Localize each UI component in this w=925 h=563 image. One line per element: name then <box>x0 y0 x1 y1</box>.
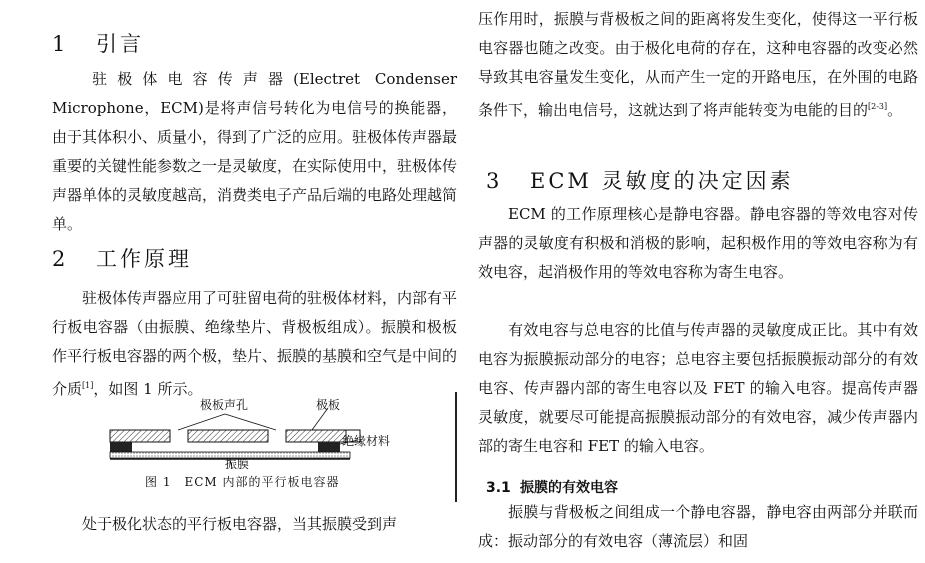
subsection-3-1-heading <box>486 477 618 497</box>
polarization-text: 处于极化状态的平行板电容器，当其振膜受到声 <box>82 515 398 533</box>
back-plate-middle <box>188 430 268 442</box>
subsection-3-1-number: 3.1 <box>486 480 511 496</box>
intro-paragraph <box>52 65 457 239</box>
ecm-core-paragraph <box>478 200 918 287</box>
principle-text: 驻极体传声器应用了可驻留电荷的驻极体材料，内部有平行板电容器（由振膜、绝缘垫片、背极板组成）。振膜和极板作平行板电容器的两个极，垫片、振膜的基膜和空气是中间的介质 <box>52 289 458 398</box>
leader-holes-2 <box>225 414 276 430</box>
continuation-paragraph <box>478 5 918 125</box>
spacer-left <box>110 442 132 452</box>
section-3-number: 3 <box>486 169 503 193</box>
back-plate-right <box>286 430 346 442</box>
section-2-number: 2 <box>52 247 69 271</box>
continuation-text: 压作用时，振膜与背极板之间的距离将发生变化，使得这一平行板电容器也随之改变。由于极化电荷的存在，这种电容器的改变必然导致其电容量发生变化，从而产生一定的开路电压，在外围的电路条件下，输出电信号，这就达到了将声能转变为电能的目的 <box>478 10 918 119</box>
section-2-title: 工作原理 <box>96 247 192 271</box>
capacitance-text: 有效电容与总电容的比值与传声器的灵敏度成正比。其中有效电容为振膜振动部分的电容；总电容主要包括振膜振动部分的有效电容、传声器内部的寄生电容以及 FET 的输入电容。提高传声器灵敏度，就要尽可能提高振膜振动部分的有效电容，减少传声器内部的寄生电容和 FET 的输入电容。 <box>478 321 918 455</box>
citation-2-3: [2-3] <box>868 102 888 111</box>
ecm-core-text: ECM 的工作原理核心是静电容器。静电容器的等效电容对传声器的灵敏度有积极和消极的影响，起积极作用的等效电容称为有效电容，起消极作用的等效电容称为寄生电容。 <box>478 205 918 281</box>
principle-tail: ，如图 1 所示。 <box>93 380 203 398</box>
back-plate-left <box>110 430 170 442</box>
diaphragm-paragraph <box>478 498 918 556</box>
section-1-number: 1 <box>52 32 69 56</box>
section-1-heading <box>52 28 144 58</box>
capacitance-paragraph <box>478 316 918 461</box>
section-3-heading <box>486 165 794 195</box>
section-1-title: 引言 <box>96 32 144 56</box>
subsection-3-1-title: 振膜的有效电容 <box>520 480 618 496</box>
leader-holes-1 <box>178 414 225 430</box>
intro-text: 驻极体电容传声器(Electret Condenser Microphone，ECM)是将声信号转化为电信号的换能器，由于其体积小、质量小，得到了广泛的应用。驻极体传声器最重要的关键性能参数之一是灵敏度，在实际使用中，驻极体传声器单体的灵敏度越高，消费类电子产品后端的电路处理越简单。 <box>52 70 458 233</box>
spacer-right <box>318 442 340 452</box>
label-insulator: 绝缘材料 <box>342 434 391 448</box>
label-plate: 极板 <box>316 398 341 412</box>
section-2-heading <box>52 243 192 273</box>
principle-paragraph <box>52 284 457 404</box>
section-3-title: ECM 灵敏度的决定因素 <box>530 169 794 193</box>
continuation-tail: 。 <box>887 101 903 119</box>
polarization-paragraph <box>52 510 457 539</box>
diaphragm-text: 振膜与背极板之间组成一个静电容器，静电容由两部分并联而成：振动部分的有效电容（薄流层）和固 <box>478 503 918 550</box>
label-diaphragm: 振膜 <box>225 457 250 471</box>
figure-border <box>455 392 457 502</box>
citation-1: [1] <box>82 381 94 390</box>
label-plate-holes: 极板声孔 <box>200 398 249 412</box>
figure-caption: 图 1 ECM 内部的平行板电容器 <box>145 475 340 489</box>
